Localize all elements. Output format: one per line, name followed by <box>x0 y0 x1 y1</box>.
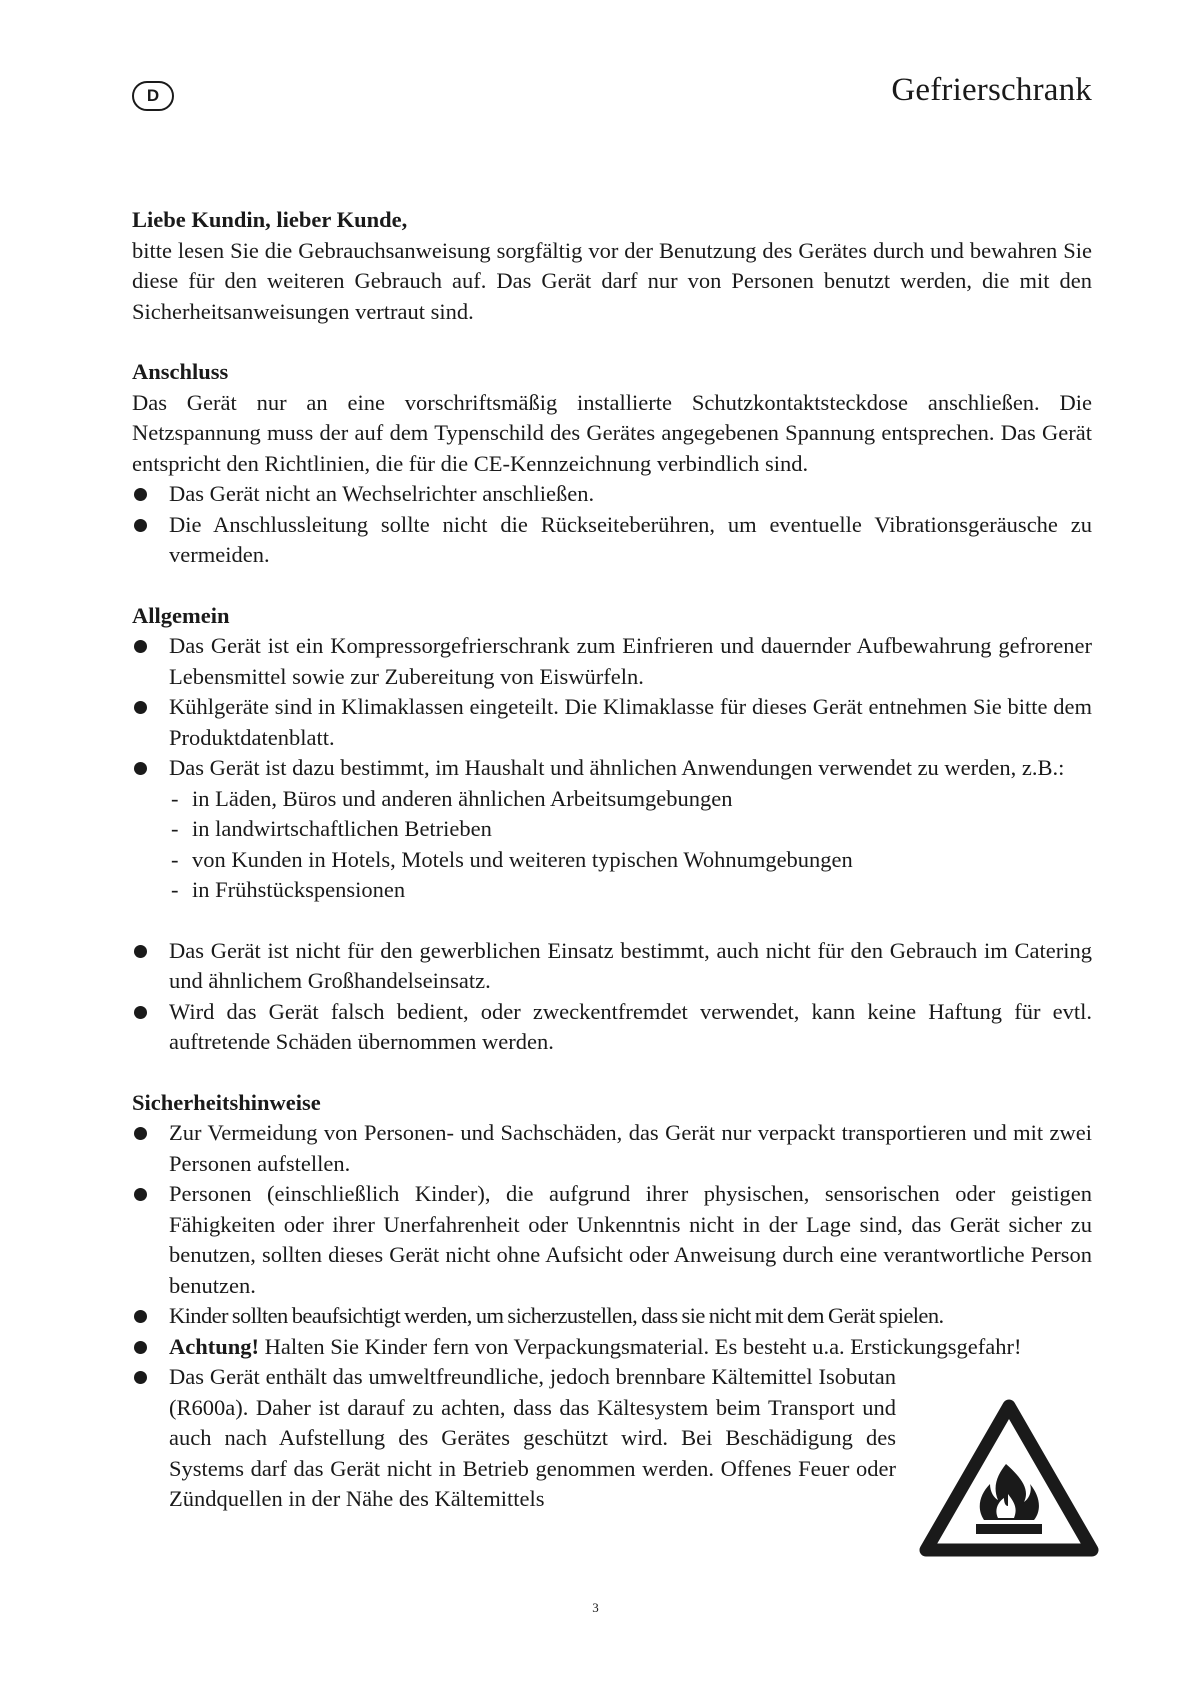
intro-section <box>132 205 1092 327</box>
list-item: Das Gerät nicht an Wechselrichter anschließen. <box>132 479 1092 510</box>
anschluss-list <box>132 479 1092 571</box>
list-item: Kinder sollten beaufsichtigt werden, um sicherzustellen, dass sie nicht mit dem Gerät spielen. <box>132 1301 1092 1332</box>
language-badge: D <box>132 81 174 111</box>
anschluss-heading: Anschluss <box>132 359 229 384</box>
greeting: Liebe Kundin, lieber Kunde, <box>132 207 408 232</box>
list-item <box>132 1332 1092 1363</box>
example-item: - in Läden, Büros und anderen ähnlichen Arbeitsumgebungen <box>169 784 1092 815</box>
anschluss-text: Das Gerät nur an eine vorschriftsmäßig installierte Schutzkontaktsteckdose anschließen. Die Netzspannung muss der auf dem Typenschild des Gerätes angegebenen Spannung entsprechen. Das Gerät entspricht den Richtlinien, die für die CE-Kennzeichnung verbindlich sind. <box>132 389 1092 476</box>
allgemein-list-continued <box>132 936 1092 1058</box>
list-item: Das Gerät ist ein Kompressorgefrierschrank zum Einfrieren und dauernder Aufbewahrung gefrorener Lebensmittel sowie zur Zubereitung von Eiswürfeln. <box>132 631 1092 692</box>
list-item-text: Das Gerät ist dazu bestimmt, im Haushalt und ähnlichen Anwendungen verwendet zu werden, z.B.: <box>169 755 1065 780</box>
example-item: - in landwirtschaftlichen Betrieben <box>169 814 1092 845</box>
list-item: Wird das Gerät falsch bedient, oder zweckentfremdet verwendet, kann keine Haftung für evtl. auftretende Schäden übernommen werden. <box>132 997 1092 1058</box>
list-item: Das Gerät enthält das umweltfreundliche, jedoch brennbare Kältemittel Isobutan (R600a). Daher ist darauf zu achten, dass das Kältesystem beim Transport und auch nach Aufstellung des Gerätes geschützt wird. Bei Beschädigung des Systems darf das Gerät nicht in Betrieb genommen werden. Offenes Feuer oder Zündquellen in der Nähe des Kältemittels <box>132 1362 1092 1515</box>
intro-text: bitte lesen Sie die Gebrauchsanweisung sorgfältig vor der Benutzung des Gerätes durch und bewahren Sie diese für den weiteren Gebrauch auf. Das Gerät darf nur von Personen benutzt werden, die mit den Sicherheitsanweisungen vertraut sind. <box>132 237 1092 324</box>
list-item <box>132 753 1092 906</box>
anschluss-section <box>132 357 1092 571</box>
list-item: Kühlgeräte sind in Klimaklassen eingeteilt. Die Klimaklasse für dieses Gerät entnehmen Sie bitte dem Produktdatenblatt. <box>132 692 1092 753</box>
list-item: Die Anschlussleitung sollte nicht die Rückseiteberühren, um eventuelle Vibrationsgeräusche zu vermeiden. <box>132 510 1092 571</box>
spacer <box>132 906 1092 936</box>
allgemein-section <box>132 601 1092 1058</box>
page-title: Gefrierschrank <box>891 72 1092 108</box>
list-item: Personen (einschließlich Kinder), die aufgrund ihrer physischen, sensorischen oder geistigen Fähigkeiten oder ihrer Unerfahrenheit oder Unkenntnis nicht in der Lage sind, das Gerät sicher zu benutzen, sollten dieses Gerät nicht ohne Aufsicht oder Anweisung durch eine verantwortliche Person benutzen. <box>132 1179 1092 1301</box>
sicherheit-heading: Sicherheitshinweise <box>132 1089 321 1115</box>
example-item: - in Frühstückspensionen <box>169 875 1092 906</box>
example-item: - von Kunden in Hotels, Motels und weiteren typischen Wohnumgebungen <box>169 845 1092 876</box>
allgemein-heading: Allgemein <box>132 602 230 628</box>
page-number: 3 <box>592 1600 599 1615</box>
achtung-text: Halten Sie Kinder fern von Verpackungsmaterial. Es besteht u.a. Erstickungsgefahr! <box>259 1333 1022 1359</box>
main-content <box>132 205 1092 1545</box>
flammable-warning-icon <box>918 1398 1100 1560</box>
list-item: Das Gerät ist nicht für den gewerblichen Einsatz bestimmt, auch nicht für den Gebrauch im Catering und ähnlichem Großhandelseinsatz. <box>132 936 1092 997</box>
achtung-label: Achtung! <box>169 1333 260 1359</box>
allgemein-list <box>132 631 1092 906</box>
list-item: Zur Vermeidung von Personen- und Sachschäden, das Gerät nur verpackt transportieren und mit zwei Personen aufstellen. <box>132 1118 1092 1179</box>
examples-list <box>169 784 1092 906</box>
